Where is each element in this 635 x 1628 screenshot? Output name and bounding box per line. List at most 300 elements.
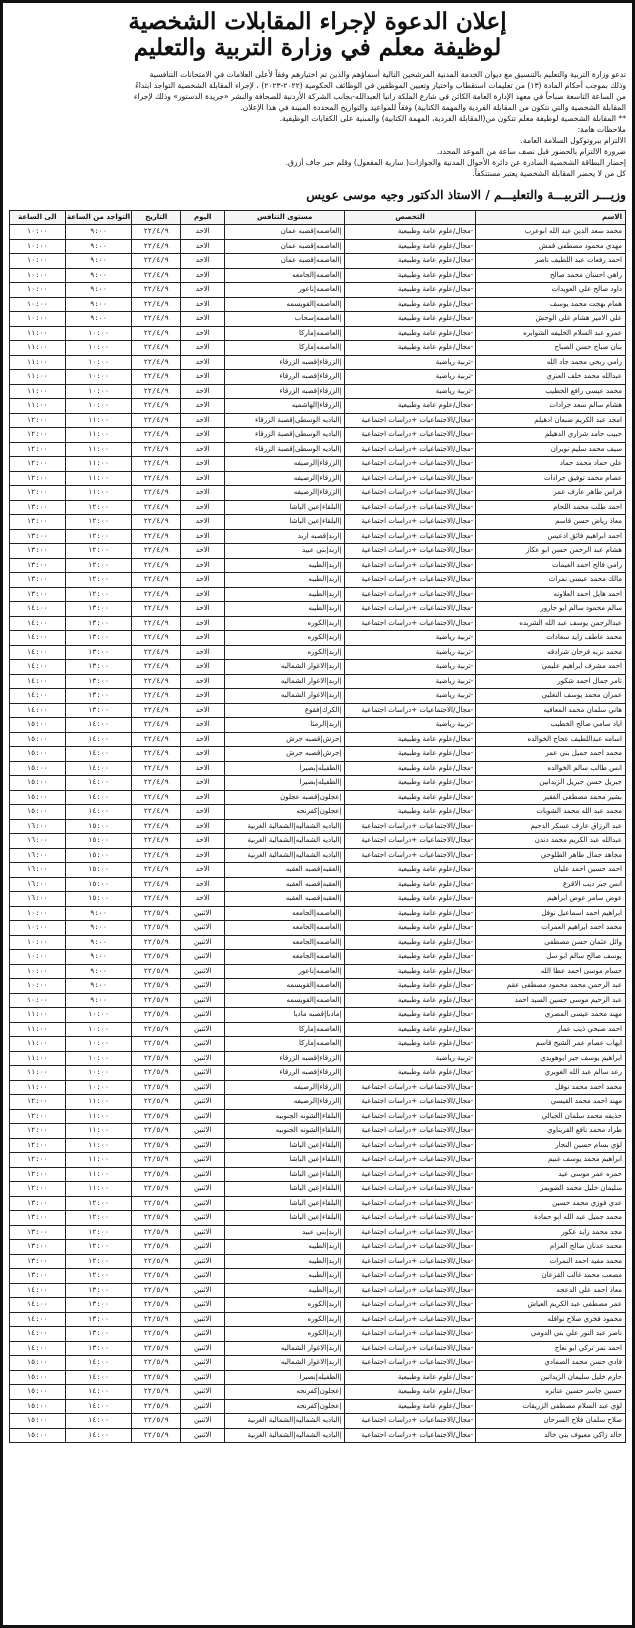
cell-date: ٢٢/٤/٩ <box>132 457 181 472</box>
cell-date: ٢٢/٤/٩ <box>132 703 181 718</box>
cell-day: الاثنين <box>180 1167 225 1182</box>
cell-to-time: ١٢:٠٠ <box>10 1182 66 1197</box>
cell-to-time: ١٠:٠٠ <box>10 950 66 965</box>
cell-name: يوسف صالح سالم ابو سل <box>476 950 626 965</box>
cell-date: ٢٢/٤/٩ <box>132 805 181 820</box>
table-row <box>10 1341 626 1356</box>
cell-to-time: ١٤:٠٠ <box>10 631 66 646</box>
cell-day: الاحد <box>180 819 225 834</box>
cell-specialty: -مجال/الاجتماعيات +دراسات اجتماعية <box>344 1167 475 1182</box>
cell-from-time: ١٤:٠٠ <box>65 747 132 762</box>
cell-to-time: ١٢:٠٠ <box>10 1167 66 1182</box>
cell-to-time: ١٥:٠٠ <box>10 761 66 776</box>
cell-competition-level: |العاصمه|الجامعه <box>225 906 344 921</box>
cell-name: عبدالله محمد خلف العنزي <box>476 370 626 385</box>
cell-from-time: ١١:٠٠ <box>65 1095 132 1110</box>
cell-from-time: ٩:٠٠ <box>65 950 132 965</box>
cell-to-time: ١٤:٠٠ <box>10 674 66 689</box>
cell-from-time: ١٠:٠٠ <box>65 1066 132 1081</box>
cell-date: ٢٢/٤/٩ <box>132 848 181 863</box>
cell-day: الاحد <box>180 892 225 907</box>
table-row <box>10 819 626 834</box>
cell-competition-level: |اربد|قصبه اربد <box>225 529 344 544</box>
cell-from-time: ١٢:٠٠ <box>65 573 132 588</box>
cell-specialty: -مجال/علوم عامة وطبيعية <box>344 935 475 950</box>
cell-day: الاثنين <box>180 1269 225 1284</box>
cell-date: ٢٢/٤/٩ <box>132 515 181 530</box>
cell-date: ٢٢/٤/٩ <box>132 413 181 428</box>
cell-date: ٢٢/٤/٩ <box>132 732 181 747</box>
table-row <box>10 384 626 399</box>
cell-name: ناصر عبد النور علي بني الدومي <box>476 1327 626 1342</box>
cell-name: مهدي محمود مصطفى قمش <box>476 239 626 254</box>
cell-competition-level: |اربد|الكوره <box>225 631 344 646</box>
cell-date: ٢٢/٤/٩ <box>132 616 181 631</box>
cell-name: انس طالب سالم الخوالده <box>476 761 626 776</box>
cell-specialty: -مجال/الاجتماعيات +دراسات اجتماعية <box>344 1341 475 1356</box>
cell-day: الاحد <box>180 761 225 776</box>
cell-from-time: ١٠:٠٠ <box>65 1037 132 1052</box>
cell-competition-level: |اربد|بني عبيد <box>225 1225 344 1240</box>
cell-from-time: ١٤:٠٠ <box>65 1385 132 1400</box>
cell-name: ابراهيم يوسف جبر ابوهويدي <box>476 1051 626 1066</box>
cell-date: ٢٢/٥/٩ <box>132 1196 181 1211</box>
cell-day: الاثنين <box>180 1109 225 1124</box>
cell-to-time: ١٤:٠٠ <box>10 1312 66 1327</box>
cell-from-time: ٩:٠٠ <box>65 921 132 936</box>
cell-from-time: ١٢:٠٠ <box>65 529 132 544</box>
cell-day: الاحد <box>180 326 225 341</box>
cell-day: الاحد <box>180 428 225 443</box>
cell-day: الاحد <box>180 283 225 298</box>
table-row <box>10 848 626 863</box>
cell-to-time: ١١:٠٠ <box>10 1080 66 1095</box>
cell-name: احمد رفعات عبد اللطيف ناصر <box>476 254 626 269</box>
cell-name: احمد حسين احمد عليان <box>476 863 626 878</box>
cell-day: الاحد <box>180 312 225 327</box>
cell-specialty: -مجال/الاجتماعيات +دراسات اجتماعية <box>344 515 475 530</box>
cell-specialty: -مجال/علوم عامة وطبيعية <box>344 1385 475 1400</box>
cell-name: انس جبر ديب الاقرع <box>476 877 626 892</box>
cell-name: احمد صبحي ذيب عمار <box>476 1022 626 1037</box>
cell-specialty: -مجال/الاجتماعيات +دراسات اجتماعية <box>344 1254 475 1269</box>
table-row <box>10 935 626 950</box>
cell-from-time: ١٣:٠٠ <box>65 674 132 689</box>
table-row <box>10 428 626 443</box>
cell-name: عبدالرحمن يوسف عبد الله الشريده <box>476 616 626 631</box>
cell-from-time: ١١:٠٠ <box>65 471 132 486</box>
cell-date: ٢٢/٥/٩ <box>132 1298 181 1313</box>
table-row <box>10 631 626 646</box>
cell-name: محمد احمد ابراهيم العمرات <box>476 921 626 936</box>
cell-competition-level: |العاصمه|الجامعه <box>225 268 344 283</box>
cell-specialty: -مجال/علوم عامة وطبيعية <box>344 1008 475 1023</box>
cell-specialty: -مجال/الاجتماعيات +دراسات اجتماعية <box>344 1196 475 1211</box>
cell-competition-level: |البلقاء|عين الباشا <box>225 1211 344 1226</box>
cell-specialty: -مجال/علوم عامة وطبيعية <box>344 950 475 965</box>
cell-date: ٢٢/٤/٩ <box>132 747 181 762</box>
table-row <box>10 254 626 269</box>
cell-to-time: ١٤:٠٠ <box>10 1298 66 1313</box>
cell-date: ٢٢/٤/٩ <box>132 892 181 907</box>
table-row <box>10 558 626 573</box>
cell-from-time: ١١:٠٠ <box>65 1182 132 1197</box>
cell-to-time: ١٢:٠٠ <box>10 413 66 428</box>
cell-specialty: -مجال/الاجتماعيات +دراسات اجتماعية <box>344 1225 475 1240</box>
cell-name: حبيب حامد شراري الدهيلم <box>476 428 626 443</box>
table-row <box>10 1269 626 1284</box>
cell-competition-level: |العاصمه|الجامعه <box>225 935 344 950</box>
cell-competition-level: |الكرك|فقوع <box>225 703 344 718</box>
cell-competition-level: |الزرقاء|الرصيفه <box>225 1080 344 1095</box>
cell-date: ٢٢/٤/٩ <box>132 239 181 254</box>
cell-date: ٢٢/٥/٩ <box>132 979 181 994</box>
cell-specialty: -مجال/الاجتماعيات +دراسات اجتماعية <box>344 558 475 573</box>
cell-specialty: -مجال/علوم عامة وطبيعية <box>344 877 475 892</box>
cell-name: صلاح سلمان فلاح السرحان <box>476 1414 626 1429</box>
minister-signature: وزيـــر التربيـــة والتعليـــم / الاستاذ الدكتور وجيه موسى عويس <box>306 188 626 202</box>
cell-from-time: ١٠:٠٠ <box>65 384 132 399</box>
cell-date: ٢٢/٥/٩ <box>132 1312 181 1327</box>
table-row <box>10 500 626 515</box>
table-row <box>10 1138 626 1153</box>
cell-competition-level: |الطفيله|بصيرا <box>225 761 344 776</box>
cell-day: الاحد <box>180 500 225 515</box>
cell-competition-level: |العاصمه|ماركا <box>225 1022 344 1037</box>
cell-specialty: -مجال/الاجتماعيات +دراسات اجتماعية <box>344 819 475 834</box>
cell-from-time: ١٠:٠٠ <box>65 326 132 341</box>
cell-name: عدي فوزي محمد حسين <box>476 1196 626 1211</box>
cell-name: حمزه عمر موسى عيد <box>476 1167 626 1182</box>
cell-name: عبدالله عبد الكريم محمد دندن <box>476 834 626 849</box>
cell-specialty: -تربية رياضية <box>344 645 475 660</box>
cell-competition-level: |البادیه الوسطی|قصبة الزرقاء <box>225 428 344 443</box>
cell-to-time: ١٣:٠٠ <box>10 1196 66 1211</box>
cell-day: الاحد <box>180 747 225 762</box>
cell-specialty: -مجال/علوم عامة وطبيعية <box>344 1399 475 1414</box>
cell-specialty: -تربية رياضية <box>344 355 475 370</box>
table-row <box>10 703 626 718</box>
cell-day: الاحد <box>180 529 225 544</box>
cell-name: حذيفه محمد سلمان الجبالي <box>476 1109 626 1124</box>
cell-name: داود صالح علي العويدات <box>476 283 626 298</box>
cell-day: الاحد <box>180 515 225 530</box>
cell-specialty: -مجال/علوم عامة وطبيعية <box>344 1370 475 1385</box>
cell-date: ٢٢/٥/٩ <box>132 1327 181 1342</box>
cell-name: هشام سالم سعد جرادات <box>476 399 626 414</box>
cell-competition-level: |العاصمه|القويسمه <box>225 979 344 994</box>
cell-competition-level: |اربد|الطيبه <box>225 1254 344 1269</box>
cell-specialty: -مجال/الاجتماعيات +دراسات اجتماعية <box>344 1327 475 1342</box>
cell-from-time: ١٠:٠٠ <box>65 1008 132 1023</box>
cell-competition-level: |العقبه|قصبه العقبه <box>225 892 344 907</box>
cell-specialty: -مجال/علوم عامة وطبيعية <box>344 326 475 341</box>
cell-from-time: ١٠:٠٠ <box>65 399 132 414</box>
cell-to-time: ١٥:٠٠ <box>10 1385 66 1400</box>
cell-specialty: -مجال/علوم عامة وطبيعية <box>344 863 475 878</box>
table-row <box>10 486 626 501</box>
cell-to-time: ١١:٠٠ <box>10 384 66 399</box>
table-row <box>10 877 626 892</box>
cell-date: ٢٢/٤/٩ <box>132 863 181 878</box>
cell-day: الاثنين <box>180 1341 225 1356</box>
cell-day: الاحد <box>180 384 225 399</box>
cell-specialty: -مجال/علوم عامة وطبيعية <box>344 921 475 936</box>
cell-to-time: ١٠:٠٠ <box>10 254 66 269</box>
cell-date: ٢٢/٤/٩ <box>132 442 181 457</box>
cell-name: حسين جاسر حسين عناتره <box>476 1385 626 1400</box>
cell-to-time: ١٥:٠٠ <box>10 732 66 747</box>
cell-to-time: ١٣:٠٠ <box>10 587 66 602</box>
cell-to-time: ١١:٠٠ <box>10 1022 66 1037</box>
column-header-day: اليوم <box>180 211 225 225</box>
table-row <box>10 312 626 327</box>
cell-from-time: ٩:٠٠ <box>65 993 132 1008</box>
cell-to-time: ١٣:٠٠ <box>10 515 66 530</box>
cell-from-time: ١٥:٠٠ <box>65 848 132 863</box>
cell-date: ٢٢/٥/٩ <box>132 1182 181 1197</box>
cell-from-time: ١٢:٠٠ <box>65 544 132 559</box>
cell-competition-level: |البلقاء|عين الباشا <box>225 1138 344 1153</box>
cell-specialty: -مجال/الاجتماعيات +دراسات اجتماعية <box>344 529 475 544</box>
cell-date: ٢٢/٥/٩ <box>132 1211 181 1226</box>
cell-competition-level: |الزرقاء|الرصيفه <box>225 457 344 472</box>
cell-specialty: -مجال/الاجتماعيات +دراسات اجتماعية <box>344 486 475 501</box>
intro-line: ** المقابلة الشخصية لوظيفة معلم تتكون من(المقابلة الفردية، المهمة الكتابية) والمبنية على الكفايات الوظيفية. <box>279 114 626 123</box>
cell-date: ٢٢/٤/٩ <box>132 312 181 327</box>
cell-specialty: -مجال/الاجتماعيات +دراسات اجتماعية <box>344 544 475 559</box>
cell-date: ٢٢/٥/٩ <box>132 1167 181 1182</box>
cell-day: الاحد <box>180 413 225 428</box>
cell-competition-level: |البلقاء|عين الباشا <box>225 515 344 530</box>
cell-to-time: ١٠:٠٠ <box>10 921 66 936</box>
cell-day: الاحد <box>180 471 225 486</box>
cell-competition-level: |العقبه|قصبه العقبه <box>225 877 344 892</box>
cell-day: الاحد <box>180 399 225 414</box>
cell-specialty: -مجال/علوم عامة وطبيعية <box>344 732 475 747</box>
cell-specialty: -مجال/الاجتماعيات +دراسات اجتماعية <box>344 428 475 443</box>
cell-competition-level: |اربد|الكوره <box>225 616 344 631</box>
cell-day: الاثنين <box>180 1080 225 1095</box>
table-row <box>10 529 626 544</box>
cell-to-time: ١٤:٠٠ <box>10 703 66 718</box>
cell-from-time: ١٣:٠٠ <box>65 1327 132 1342</box>
cell-name: محمد عبد الله محمد الشوبات <box>476 805 626 820</box>
table-row <box>10 979 626 994</box>
cell-name: امجد عبد الكريم ضبعان ادهيلم <box>476 413 626 428</box>
cell-day: الاثنين <box>180 1356 225 1371</box>
cell-competition-level: |اربد|الاغوار الشماليه <box>225 1341 344 1356</box>
cell-from-time: ١٥:٠٠ <box>65 892 132 907</box>
cell-competition-level: |العاصمه|قصبه عمان <box>225 225 344 240</box>
cell-specialty: -مجال/الاجتماعيات +دراسات اجتماعية <box>344 1356 475 1371</box>
cell-to-time: ١٠:٠٠ <box>10 312 66 327</box>
table-row <box>10 239 626 254</box>
cell-date: ٢٢/٤/٩ <box>132 500 181 515</box>
cell-specialty: -مجال/الاجتماعيات +دراسات اجتماعية <box>344 703 475 718</box>
cell-competition-level: |اربد|الكوره <box>225 1298 344 1313</box>
cell-to-time: ١١:٠٠ <box>10 399 66 414</box>
intro-line: وذلك بموجب أحكام المادة (١٣) من تعليمات استقطاب واختيار وتعيين الموظفين في الوظائف الحكومية (٢٠٢٢-٢٠٢٣) ، لإجراء المقابلة الشخصية التواجد ابتداءً <box>135 81 626 90</box>
cell-specialty: -تربية رياضية <box>344 660 475 675</box>
cell-day: الاحد <box>180 486 225 501</box>
cell-from-time: ١١:٠٠ <box>65 1138 132 1153</box>
cell-to-time: ١٣:٠٠ <box>10 529 66 544</box>
cell-from-time: ١٣:٠٠ <box>65 1341 132 1356</box>
cell-competition-level: |الزرقاء|الرصيفه <box>225 486 344 501</box>
cell-date: ٢٢/٤/٩ <box>132 268 181 283</box>
cell-competition-level: |اربد|الاغوار الشماليه <box>225 689 344 704</box>
cell-name: مجاهد جمال طاهر الطلوحي <box>476 848 626 863</box>
cell-specialty: -مجال/علوم عامة وطبيعية <box>344 399 475 414</box>
table-row <box>10 1095 626 1110</box>
cell-name: حازم خليل سليمان الزيدانين <box>476 1370 626 1385</box>
cell-date: ٢٢/٤/٩ <box>132 587 181 602</box>
cell-day: الاحد <box>180 631 225 646</box>
cell-competition-level: |البادیه الشماليه|الشمالية الغربية <box>225 834 344 849</box>
table-row <box>10 616 626 631</box>
cell-day: الاثنين <box>180 1051 225 1066</box>
cell-competition-level: |الزرقاء|الهاشميه <box>225 399 344 414</box>
cell-name: سيف محمد سليم نويران <box>476 442 626 457</box>
table-row <box>10 1211 626 1226</box>
cell-date: ٢٢/٥/٩ <box>132 1022 181 1037</box>
cell-specialty: -مجال/الاجتماعيات +دراسات اجتماعية <box>344 1095 475 1110</box>
cell-from-time: ١٤:٠٠ <box>65 1399 132 1414</box>
cell-specialty: -مجال/الاجتماعيات +دراسات اجتماعية <box>344 1298 475 1313</box>
table-body <box>10 225 626 1443</box>
table-row <box>10 1109 626 1124</box>
cell-from-time: ١٤:٠٠ <box>65 732 132 747</box>
cell-day: الاثنين <box>180 1225 225 1240</box>
cell-day: الاثنين <box>180 1399 225 1414</box>
cell-date: ٢٢/٤/٩ <box>132 225 181 240</box>
cell-to-time: ١٢:٠٠ <box>10 442 66 457</box>
cell-specialty: -مجال/علوم عامة وطبيعية <box>344 761 475 776</box>
cell-to-time: ١٣:٠٠ <box>10 1269 66 1284</box>
cell-from-time: ١٤:٠٠ <box>65 1370 132 1385</box>
cell-competition-level: |الزرقاء|قصبه الزرقاء <box>225 355 344 370</box>
cell-to-time: ١٤:٠٠ <box>10 660 66 675</box>
cell-day: الاثنين <box>180 1022 225 1037</box>
table-row <box>10 457 626 472</box>
cell-competition-level: |عجلون|كفرنجه <box>225 1399 344 1414</box>
cell-competition-level: |البلقاء|عين الباشا <box>225 1182 344 1197</box>
cell-date: ٢٢/٤/٩ <box>132 761 181 776</box>
cell-specialty: -مجال/علوم عامة وطبيعية <box>344 892 475 907</box>
cell-competition-level: |جرش|قصبه جرش <box>225 747 344 762</box>
cell-from-time: ١١:٠٠ <box>65 1153 132 1168</box>
cell-from-time: ١١:٠٠ <box>65 442 132 457</box>
cell-specialty: -تربية رياضية <box>344 1051 475 1066</box>
cell-day: الاحد <box>180 602 225 617</box>
cell-day: الاحد <box>180 616 225 631</box>
cell-specialty: -مجال/علوم عامة وطبيعية <box>344 312 475 327</box>
cell-to-time: ١٣:٠٠ <box>10 573 66 588</box>
cell-to-time: ١٥:٠٠ <box>10 1428 66 1443</box>
table-row <box>10 413 626 428</box>
cell-competition-level: |البادیه الوسطی|قصبة الزرقاء <box>225 442 344 457</box>
cell-name: وائل عثمان حسن مصطفى <box>476 935 626 950</box>
cell-name: راهي احسان محمد صالح <box>476 268 626 283</box>
cell-name: محمد عدنان صالح العزام <box>476 1240 626 1255</box>
cell-from-time: ٩:٠٠ <box>65 268 132 283</box>
cell-from-time: ١١:٠٠ <box>65 457 132 472</box>
cell-name: احمد طلب محمد اللحام <box>476 500 626 515</box>
cell-day: الاثنين <box>180 1066 225 1081</box>
cell-specialty: -مجال/الاجتماعيات +دراسات اجتماعية <box>344 834 475 849</box>
cell-to-time: ١٢:٠٠ <box>10 1138 66 1153</box>
cell-competition-level: |اربد|الرمثا <box>225 718 344 733</box>
cell-specialty: -مجال/علوم عامة وطبيعية <box>344 225 475 240</box>
announcement-subtitle: لوظيفة معلم في وزارة التربية والتعليم <box>133 34 502 61</box>
cell-to-time: ١٢:٠٠ <box>10 1109 66 1124</box>
cell-day: الاحد <box>180 297 225 312</box>
cell-date: ٢٢/٤/٩ <box>132 471 181 486</box>
cell-competition-level: |العاصمه|قصبه عمان <box>225 239 344 254</box>
cell-name: حسام موسى احمد عطا الله <box>476 964 626 979</box>
cell-name: محمود فخري صلاح نوافله <box>476 1312 626 1327</box>
cell-specialty: -مجال/الاجتماعيات +دراسات اجتماعية <box>344 471 475 486</box>
intro-line: الالتزام ببروتوكول السلامة العامة. <box>520 136 626 145</box>
cell-day: الاثنين <box>180 1283 225 1298</box>
cell-date: ٢٢/٤/٩ <box>132 660 181 675</box>
cell-from-time: ١٤:٠٠ <box>65 1356 132 1371</box>
table-row <box>10 283 626 298</box>
table-row <box>10 790 626 805</box>
cell-to-time: ١٥:٠٠ <box>10 790 66 805</box>
cell-day: الاثنين <box>180 1312 225 1327</box>
cell-competition-level: |العاصمه|ماركا <box>225 326 344 341</box>
table-row <box>10 1124 626 1139</box>
cell-from-time: ١٤:٠٠ <box>65 1414 132 1429</box>
cell-from-time: ٩:٠٠ <box>65 979 132 994</box>
cell-competition-level: |العاصمه|سحاب <box>225 312 344 327</box>
cell-name: ايهاب عصام عمر الشيخ قاسم <box>476 1037 626 1052</box>
intro-line: ضرورة الالتزام بالحضور قبل نصف ساعة من الموعد المحدد. <box>436 147 626 156</box>
cell-from-time: ١١:٠٠ <box>65 486 132 501</box>
cell-to-time: ١٣:٠٠ <box>10 1211 66 1226</box>
cell-competition-level: |العقبه|قصبه العقبه <box>225 863 344 878</box>
cell-from-time: ١٢:٠٠ <box>65 1211 132 1226</box>
cell-date: ٢٢/٤/٩ <box>132 602 181 617</box>
cell-specialty: -مجال/علوم عامة وطبيعية <box>344 268 475 283</box>
cell-date: ٢٢/٥/٩ <box>132 964 181 979</box>
cell-name: همام بهجت محمد يوسف <box>476 297 626 312</box>
table-row <box>10 544 626 559</box>
cell-day: الاثنين <box>180 1298 225 1313</box>
cell-day: الاحد <box>180 732 225 747</box>
cell-name: عمرو عبد السلام الخليفه الشوابره <box>476 326 626 341</box>
cell-from-time: ٩:٠٠ <box>65 906 132 921</box>
cell-day: الاثنين <box>180 1327 225 1342</box>
cell-day: الاثنين <box>180 1196 225 1211</box>
cell-day: الاثنين <box>180 1138 225 1153</box>
table-row <box>10 964 626 979</box>
cell-competition-level: |الزرقاء|قصبه الزرقاء <box>225 1051 344 1066</box>
table-row <box>10 1370 626 1385</box>
cell-specialty: -مجال/علوم عامة وطبيعية <box>344 747 475 762</box>
cell-to-time: ١٣:٠٠ <box>10 1225 66 1240</box>
cell-name: لؤي بسام حسين النجار <box>476 1138 626 1153</box>
cell-specialty: -مجال/الاجتماعيات +دراسات اجتماعية <box>344 1283 475 1298</box>
table-row <box>10 442 626 457</box>
cell-specialty: -مجال/علوم عامة وطبيعية <box>344 297 475 312</box>
cell-competition-level: |اربد|الكوره <box>225 645 344 660</box>
cell-from-time: ٩:٠٠ <box>65 239 132 254</box>
cell-date: ٢٢/٥/٩ <box>132 1370 181 1385</box>
cell-day: الاثنين <box>180 1370 225 1385</box>
